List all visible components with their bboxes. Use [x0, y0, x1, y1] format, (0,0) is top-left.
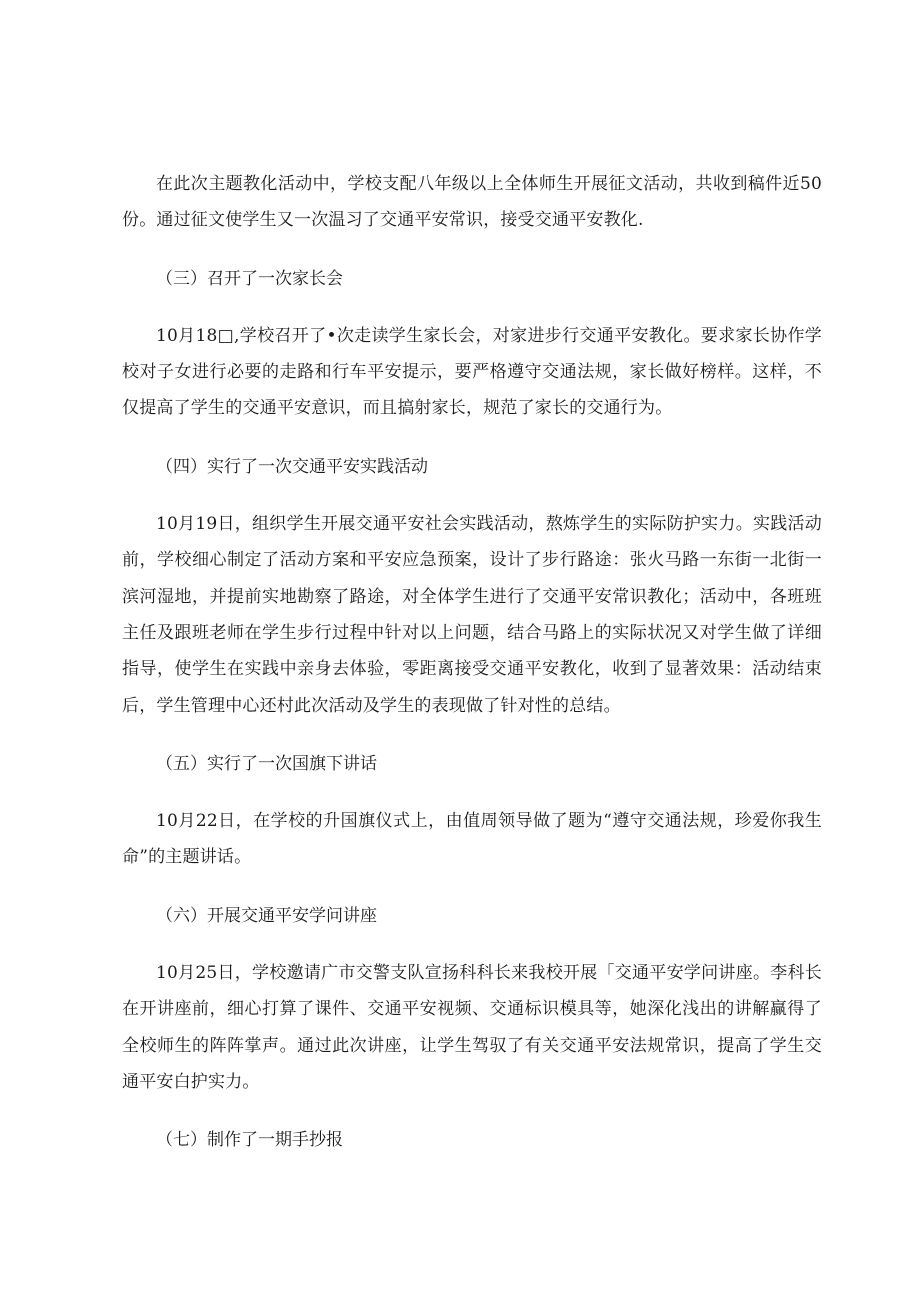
- paragraph-essay-activity: 在此次主题教化活动中，学校支配八年级以上全体师生开展征文活动，共收到稿件近50份。通过征文使学生又一次温习了交通平安常识，接受交通平安教化.: [122, 174, 822, 231]
- section-heading-6: （六）开展交通平安学问讲座: [156, 905, 377, 926]
- paragraph-lecture: 10月25日，学校邀请广市交警支队宣扬科科长来我校开展「交通平安学问讲座。李科长在开讲座前，细心打算了课件、交通平安视频、交通标识模具等，她深化浅出的讲解赢得了全校师生的阵阵掌声。通过此次讲座，让学生驾驭了有关交通平安法规常识，提高了学生交通平安白护实力。: [122, 963, 822, 1092]
- section-heading-7: （七）制作了一期手抄报: [156, 1130, 343, 1151]
- section-heading-4: （四）实行了一次交通平安实践活动: [156, 456, 428, 477]
- section-heading-3: （三）召开了一次家长会: [156, 268, 343, 289]
- paragraph-parent-meeting: 10月18□,学校召开了•次走读学生家长会，对家进步行交通平安教化。要求家长协作学校对子女进行必要的走路和行车平安提示，要严格遵守交通法规，家长做好榜样。这样，不仅提高了学生的交通平安意识，而且搞射家长，规范了家长的交通行为。: [122, 325, 822, 419]
- section-heading-5: （五）实行了一次国旗下讲话: [156, 753, 377, 774]
- document-body: [122, 166, 822, 1159]
- paragraph-practice-activity: 10月19日，组织学生开展交通平安社会实践活动，熬炼学生的实际防护实力。实践活动前，学校细心制定了活动方案和平安应急预案，设计了步行路途：张火马路一东街一北街一滨河湿地，并提前实地勘察了路途，对全体学生进行了交通平安常识教化；活动中，各班班主任及跟班老师在学生步行过程中针对以上问题，结合马路上的实际状况又对学生做了详细指导，使学生在实践中亲身去体验，零距离接受交通平安教化，收到了显著效果：活动结束后，学生管理中心还村此次活动及学生的表现做了针对性的总结。: [122, 514, 822, 716]
- paragraph-flag-speech: 10月22日，在学校的升国旗仪式上，由值周领导做了题为“遵守交通法规，珍爱你我生命”的主题讲话。: [122, 811, 822, 868]
